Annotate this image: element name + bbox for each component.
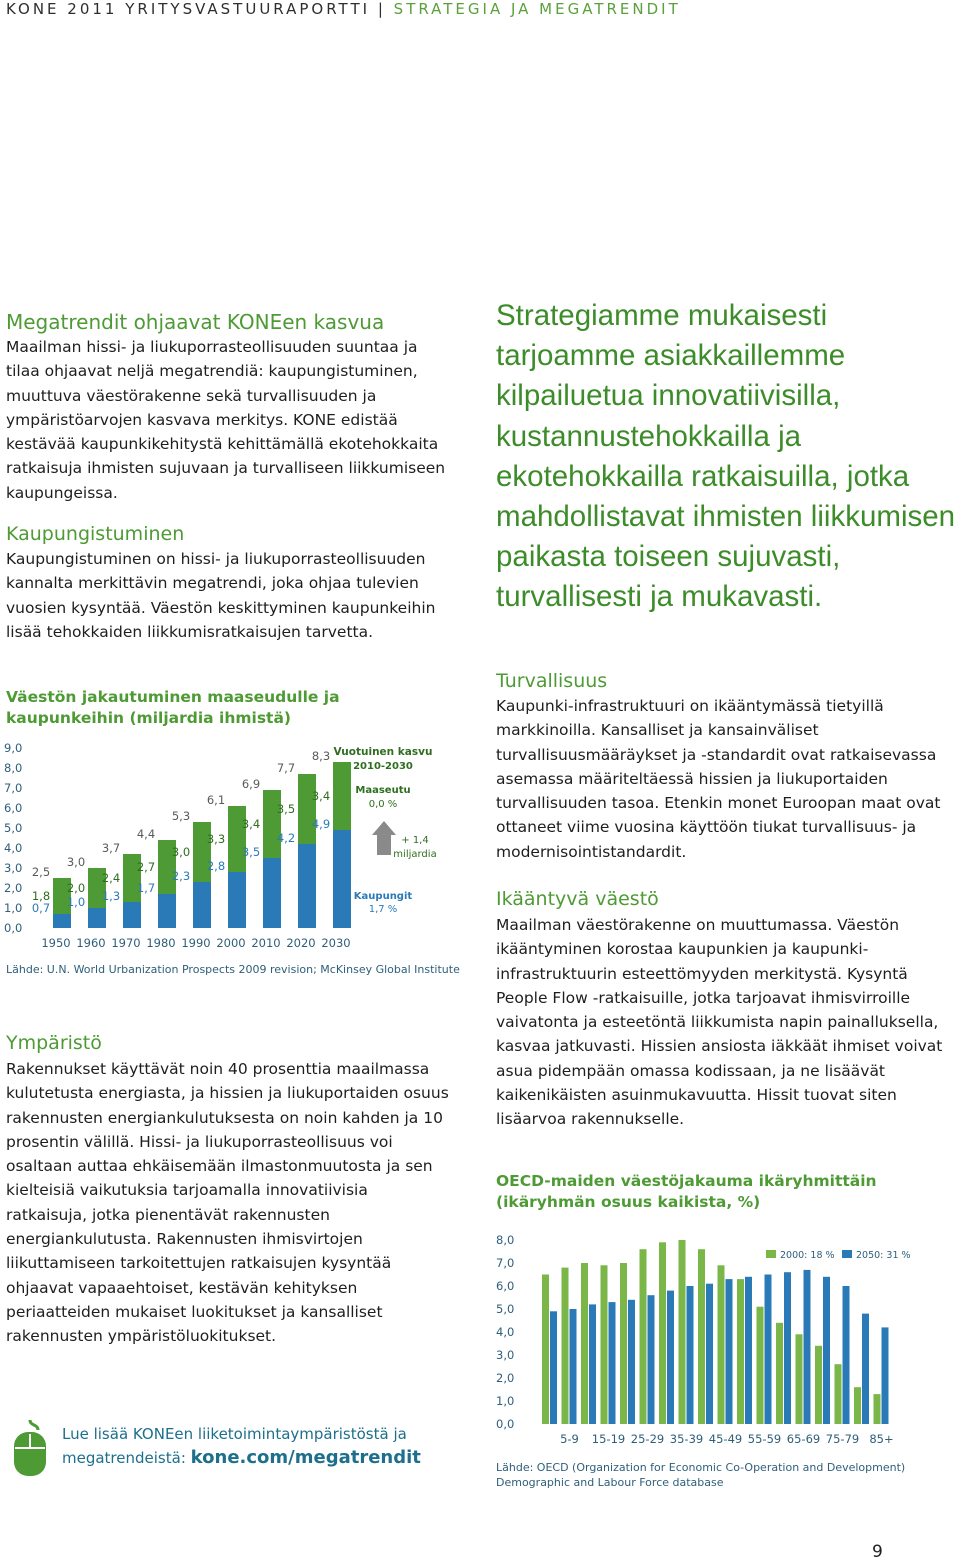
urban-value-label: 0,7 (31, 901, 51, 915)
annotation-urban-label: Kaupungit (353, 891, 413, 902)
bar-2000 (874, 1394, 881, 1424)
bar-2000 (757, 1307, 764, 1424)
annotation-title: Vuotuinen kasvu (333, 746, 433, 758)
annotation-rural-value: 0,0 % (368, 799, 398, 810)
mouse-icon (8, 1418, 52, 1478)
rural-value-label: 3,3 (206, 832, 226, 846)
chart2-source: Lähde: OECD (Organization for Economic Co-Operation and Development) Demographic and Labour Force database (496, 1461, 906, 1489)
y-tick-label: 5,0 (4, 821, 23, 835)
x-tick-label: 65-69 (786, 1432, 821, 1446)
y-tick-label: 5,0 (496, 1302, 515, 1316)
bar-urban (298, 844, 316, 928)
y-tick-label: 8,0 (496, 1233, 515, 1247)
right-safety-block (496, 668, 950, 864)
total-value-label: 3,0 (66, 855, 86, 869)
bar-2000 (640, 1249, 647, 1424)
annotation-rural-label: Maaseutu (355, 785, 411, 796)
x-tick-label: 1980 (146, 936, 176, 950)
bar-2000 (796, 1334, 803, 1424)
rural-value-label: 3,5 (276, 802, 296, 816)
rural-value-label: 3,4 (311, 789, 331, 803)
bar-2050 (667, 1291, 674, 1424)
total-value-label: 2,5 (31, 865, 51, 879)
total-value-label: 8,3 (311, 749, 331, 763)
bar-urban (333, 830, 351, 928)
heading-megatrends: Megatrendit ohjaavat KONEen kasvua (6, 310, 385, 334)
x-tick-label: 55-59 (747, 1432, 782, 1446)
urban-value-label: 2,8 (206, 859, 226, 873)
paragraph-aging: Maailman väestörakenne on muuttumassa. Väestön ikääntyminen korostaa kaupunkien ja kaupunki-infrastruktuurin esteettömyyden merkitystä. Kysyntä People Flow -ratkaisuille, jotka tarjoavat ihmisvirroille vaivatonta ja esteetöntä liikkumista napin painalluksella, kasvaa jatkuvasti. Hissien ansiosta iäkkäät ihmiset voivat asua pidempään omassa kodissaan, ja ne lisäävät kaikenikäisten asuinmukavuutta. Hissit tuovat siten lisäarvoa rakennukselle. (496, 916, 943, 1129)
bar-2000 (581, 1263, 588, 1424)
y-tick-label: 3,0 (4, 861, 23, 875)
bar-2000 (562, 1268, 569, 1424)
bar-2050 (823, 1277, 830, 1424)
bar-2050 (589, 1304, 596, 1424)
x-tick-label: 35-39 (669, 1432, 704, 1446)
bar-urban (53, 914, 71, 928)
rural-value-label: 2,7 (136, 860, 156, 874)
x-tick-label: 5-9 (560, 1432, 579, 1446)
urbanization-chart (0, 735, 460, 955)
bar-2000 (776, 1323, 783, 1424)
header-section: STRATEGIA JA MEGATRENDIT (393, 0, 681, 18)
y-tick-label: 0,0 (4, 921, 23, 935)
bar-2050 (706, 1284, 713, 1424)
bar-urban (123, 902, 141, 928)
bar-2050 (648, 1295, 655, 1424)
right-aging-block (496, 885, 950, 1132)
header-separator: | (377, 0, 386, 18)
paragraph-megatrends: Maailman hissi- ja liukuporrasteollisuuden suuntaa ja tilaa ohjaavat neljä megatrendiä: kaupungistuminen, muuttuva väestörakenne sekä turvallisuuden ja ympäristöarvojen kasvava merkitys. KONE edistää kestävää kaupunkikehitystä kehittämällä ekotehokkaita ratkaisuja ihmisten sujuvaan ja turvalliseen liikkumiseen kaupungeissa. (6, 338, 446, 502)
x-tick-label: 15-19 (591, 1432, 626, 1446)
annotation-urban-value: 1,7 % (368, 904, 398, 915)
y-tick-label: 0,0 (496, 1417, 515, 1431)
bar-rural (193, 822, 211, 882)
y-tick-label: 4,0 (4, 841, 23, 855)
chart2-title: OECD-maiden väestöjakauma ikäryhmittäin (ikäryhmän osuus kaikista, %) (496, 1172, 877, 1211)
total-value-label: 6,1 (206, 793, 226, 807)
bar-2050 (765, 1275, 772, 1425)
bar-2000 (542, 1275, 549, 1425)
more-info-label: Lue lisää KONEen liiketoimintaympäristöstä ja megatrendeistä: (62, 1425, 407, 1467)
x-tick-label: 85+ (869, 1432, 894, 1446)
y-tick-label: 7,0 (4, 781, 23, 795)
bar-2050 (882, 1327, 889, 1424)
bar-2000 (659, 1242, 666, 1424)
paragraph-urbanization: Kaupungistuminen on hissi- ja liukuporrasteollisuuden kannalta merkittävin megatrendi, joka ohjaa tulevien vuosien kysyntää. Väestön keskittyminen kaupunkeihin lisää tehokkaiden liikkumisratkaisujen tarvetta. (6, 550, 436, 641)
bar-2000 (718, 1265, 725, 1424)
bar-2050 (550, 1311, 557, 1424)
total-value-label: 4,4 (136, 827, 156, 841)
rural-value-label: 2,4 (101, 871, 121, 885)
bar-2050 (628, 1300, 635, 1424)
rural-value-label: 3,4 (241, 817, 261, 831)
y-tick-label: 2,0 (496, 1371, 515, 1385)
y-tick-label: 6,0 (4, 801, 23, 815)
x-tick-label: 1960 (76, 936, 106, 950)
bar-rural (263, 790, 281, 858)
heading-environment: Ympäristö (6, 1032, 102, 1054)
x-tick-label: 45-49 (708, 1432, 743, 1446)
bar-urban (228, 872, 246, 928)
y-tick-label: 3,0 (496, 1348, 515, 1362)
urban-value-label: 1,0 (66, 895, 86, 909)
y-tick-label: 1,0 (496, 1394, 515, 1408)
page-number: 9 (872, 1542, 883, 1562)
bar-2050 (862, 1314, 869, 1424)
age-distribution-chart (490, 1228, 930, 1458)
bar-2050 (804, 1270, 811, 1424)
bar-2000 (835, 1364, 842, 1424)
left-intro-block (6, 309, 452, 644)
bar-urban (193, 882, 211, 928)
bar-2050 (745, 1277, 752, 1424)
urban-value-label: 1,3 (101, 889, 121, 903)
total-value-label: 6,9 (241, 777, 261, 791)
legend-swatch-2050 (842, 1250, 852, 1258)
bar-2000 (698, 1249, 705, 1424)
bar-2000 (620, 1263, 627, 1424)
bar-urban (263, 858, 281, 928)
total-value-label: 5,3 (171, 809, 191, 823)
bar-2050 (843, 1286, 850, 1424)
urban-value-label: 1,7 (136, 881, 156, 895)
chart1-source: Lähde: U.N. World Urbanization Prospects 2009 revision; McKinsey Global Institute (6, 963, 460, 976)
x-tick-label: 2020 (286, 936, 316, 950)
heading-aging: Ikääntyvä väestö (496, 888, 659, 910)
x-tick-label: 1990 (181, 936, 211, 950)
bar-2050 (784, 1272, 791, 1424)
legend-label-2050: 2050: 31 % (856, 1250, 911, 1261)
annotation-delta-unit: miljardia (393, 849, 437, 860)
x-tick-label: 1970 (111, 936, 141, 950)
pull-quote: Strategiamme mukaisesti tarjoamme asiakkaillemme kilpailuetua innovatiivisilla, kustannustehokkailla ja ekotehokkailla ratkaisuilla, jotka mahdollistavat ihmisten liikkumisen paikasta toiseen sujuvasti, turvallisesti ja mukavasti. (496, 299, 956, 614)
heading-safety: Turvallisuus (496, 670, 608, 692)
x-tick-label: 1950 (41, 936, 71, 950)
chart1-title: Väestön jakautuminen maaseudulle ja kaupunkeihin (miljardia ihmistä) (6, 688, 340, 727)
annotation-period: 2010-2030 (353, 761, 413, 772)
paragraph-environment: Rakennukset käyttävät noin 40 prosenttia maailmassa kulutetusta energiasta, ja hissien ja liukuportaiden osuus rakennusten energiankulutuksesta on noin kahden ja 10 prosentin välillä. Hissi- ja liukuporrasteollisuus voi osaltaan auttaa ehkäisemään ilmastonmuutosta ja sen kielteisiä vaikutuksia tarjoamalla innovatiivisia ratkaisuja, jotka pienentävät rakennusten energiankulutusta. Rakennusten ihmisvirtojen liikuttamiseen tarkoitettujen ratkaisujen kysyntää ohjaavat vapaaehtoiset, kestävän kehityksen periaatteiden mukaiset luokitukset ja kansalliset rakennusten ympäristöluokitukset. (6, 1060, 449, 1346)
bar-2050 (687, 1286, 694, 1424)
paragraph-safety: Kaupunki-infrastruktuuri on ikääntymässä tietyillä markkinoilla. Kansalliset ja kansainväliset turvallisuusmääräykset ja -standardit ovat ratkaisevassa asemassa määriteltäessä hissien ja liukuportaiden turvallisuuden tasoa. Etenkin monet Euroopan maat ovat ottaneet viime vuosina käyttöön tiukat turvallisuus- ja modernisointistandardit. (496, 697, 941, 861)
bar-2000 (679, 1240, 686, 1424)
urban-value-label: 4,9 (311, 817, 331, 831)
megatrends-link[interactable]: kone.com/megatrendit (190, 1447, 421, 1468)
bar-2050 (726, 1279, 733, 1424)
bar-2000 (737, 1279, 744, 1424)
x-tick-label: 25-29 (630, 1432, 665, 1446)
annotation-delta: + 1,4 (401, 835, 429, 846)
bar-urban (158, 894, 176, 928)
y-tick-label: 6,0 (496, 1279, 515, 1293)
rural-value-label: 1,8 (31, 889, 51, 903)
legend-swatch-2000 (766, 1250, 776, 1258)
rural-value-label: 3,0 (171, 845, 191, 859)
urban-value-label: 3,5 (241, 845, 261, 859)
total-value-label: 7,7 (276, 761, 296, 775)
more-info-text (62, 1422, 422, 1470)
bar-urban (88, 908, 106, 928)
bar-2000 (601, 1265, 608, 1424)
bar-2000 (854, 1387, 861, 1424)
heading-urbanization: Kaupungistuminen (6, 523, 185, 546)
bar-rural (298, 774, 316, 844)
legend-label-2000: 2000: 18 % (780, 1250, 835, 1261)
bar-2050 (570, 1309, 577, 1424)
y-tick-label: 1,0 (4, 901, 23, 915)
bar-rural (228, 806, 246, 872)
y-tick-label: 2,0 (4, 881, 23, 895)
report-header (6, 0, 681, 18)
bar-2000 (815, 1346, 822, 1424)
total-value-label: 3,7 (101, 841, 121, 855)
urban-value-label: 4,2 (276, 831, 296, 845)
x-tick-label: 2030 (321, 936, 351, 950)
x-tick-label: 2000 (216, 936, 246, 950)
x-tick-label: 75-79 (825, 1432, 860, 1446)
left-environment-block (6, 1029, 452, 1349)
y-tick-label: 8,0 (4, 761, 23, 775)
y-tick-label: 4,0 (496, 1325, 515, 1339)
bar-rural (333, 762, 351, 830)
header-title: KONE 2011 YRITYSVASTUURAPORTTI (6, 0, 371, 18)
bar-2050 (609, 1302, 616, 1424)
urban-value-label: 2,3 (171, 869, 191, 883)
y-tick-label: 9,0 (4, 741, 23, 755)
y-tick-label: 7,0 (496, 1256, 515, 1270)
x-tick-label: 2010 (251, 936, 281, 950)
rural-value-label: 2,0 (66, 881, 86, 895)
